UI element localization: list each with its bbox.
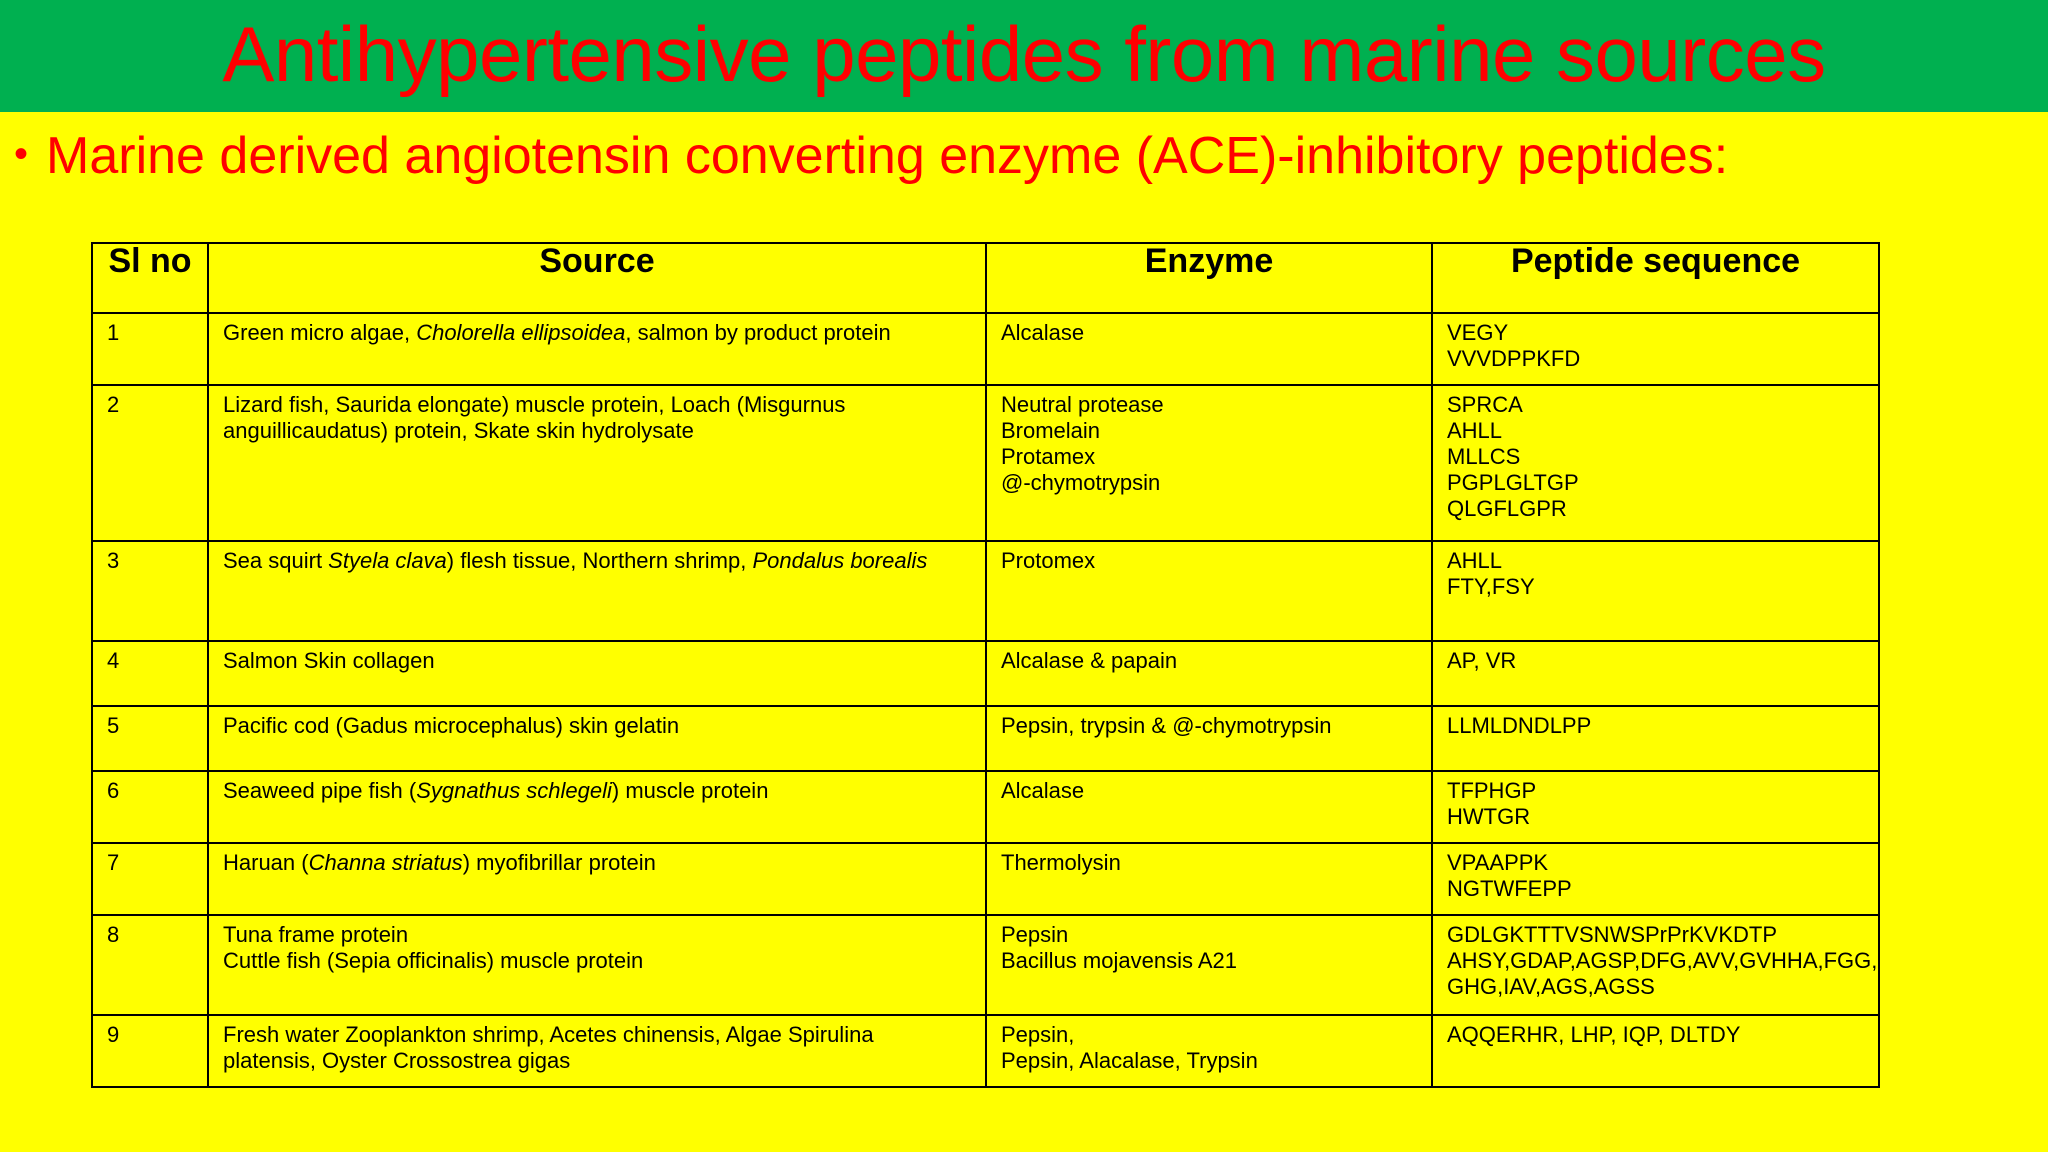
cell-enzyme bbox=[986, 706, 1432, 771]
cell-source bbox=[208, 706, 986, 771]
source-text: Salmon Skin collagen bbox=[223, 648, 435, 673]
table-row bbox=[92, 771, 1879, 843]
table-body bbox=[92, 313, 1879, 1087]
cell-source bbox=[208, 641, 986, 706]
cell-enzyme bbox=[986, 541, 1432, 641]
peptide-line: NGTWFEPP bbox=[1447, 876, 1572, 901]
cell-enzyme bbox=[986, 843, 1432, 915]
peptide-line: AHLL bbox=[1447, 418, 1503, 443]
enzyme-line: Bacillus mojavensis A21 bbox=[1001, 948, 1238, 973]
source-species-name: Styela clava bbox=[328, 548, 447, 573]
peptide-line: QLGFLGPR bbox=[1447, 496, 1567, 521]
cell-enzyme bbox=[986, 313, 1432, 385]
cell-sl-no: 9 bbox=[92, 1015, 208, 1087]
cell-peptide-sequence bbox=[1432, 541, 1879, 641]
peptide-line: FTY,FSY bbox=[1447, 574, 1535, 599]
peptide-table bbox=[91, 242, 1880, 1088]
source-text: ) flesh tissue, Northern shrimp, bbox=[446, 548, 753, 573]
source-text: Seaweed pipe fish ( bbox=[223, 778, 417, 803]
peptide-line: GHG,IAV,AGS,AGSS bbox=[1447, 974, 1655, 999]
cell-source bbox=[208, 915, 986, 1015]
table-row bbox=[92, 843, 1879, 915]
source-species-name: Sygnathus schlegeli bbox=[416, 778, 612, 803]
cell-enzyme bbox=[986, 915, 1432, 1015]
cell-peptide-sequence bbox=[1432, 706, 1879, 771]
enzyme-line: Pepsin bbox=[1001, 922, 1069, 947]
peptide-line: TFPHGP bbox=[1447, 778, 1537, 803]
table-row bbox=[92, 313, 1879, 385]
peptide-line: AQQERHR, LHP, IQP, DLTDY bbox=[1447, 1022, 1741, 1047]
source-line: Cuttle fish (Sepia officinalis) muscle protein bbox=[223, 948, 644, 973]
table-row bbox=[92, 385, 1879, 541]
cell-source bbox=[208, 771, 986, 843]
cell-source bbox=[208, 1015, 986, 1087]
source-text: Pacific cod (Gadus microcephalus) skin gelatin bbox=[223, 713, 680, 738]
cell-source bbox=[208, 843, 986, 915]
enzyme-line: @-chymotrypsin bbox=[1001, 470, 1161, 495]
cell-enzyme bbox=[986, 641, 1432, 706]
enzyme-line: Pepsin, Alacalase, Trypsin bbox=[1001, 1048, 1258, 1073]
enzyme-line: Neutral protease bbox=[1001, 392, 1164, 417]
enzyme-line: Alcalase bbox=[1001, 320, 1085, 345]
source-species-name: Cholorella ellipsoidea bbox=[416, 320, 626, 345]
cell-peptide-sequence bbox=[1432, 641, 1879, 706]
slide-title: Antihypertensive peptides from marine sources bbox=[222, 10, 1826, 98]
bullet-icon: • bbox=[14, 132, 29, 176]
header-sl-no: Sl no bbox=[92, 243, 208, 313]
cell-sl-no: 3 bbox=[92, 541, 208, 641]
source-line: Tuna frame protein bbox=[223, 922, 409, 947]
enzyme-line: Protamex bbox=[1001, 444, 1096, 469]
peptide-line: GDLGKTTTVSNWSPrPrKVKDTP bbox=[1447, 922, 1778, 947]
source-text: Haruan ( bbox=[223, 850, 309, 875]
cell-peptide-sequence bbox=[1432, 313, 1879, 385]
table-row bbox=[92, 1015, 1879, 1087]
peptide-line: LLMLDNDLPP bbox=[1447, 713, 1592, 738]
table-row bbox=[92, 706, 1879, 771]
cell-peptide-sequence bbox=[1432, 843, 1879, 915]
enzyme-line: Protomex bbox=[1001, 548, 1096, 573]
cell-source bbox=[208, 313, 986, 385]
cell-enzyme bbox=[986, 385, 1432, 541]
source-text: ) muscle protein bbox=[611, 778, 769, 803]
title-bar bbox=[0, 0, 2048, 112]
peptide-line: MLLCS bbox=[1447, 444, 1521, 469]
cell-peptide-sequence bbox=[1432, 915, 1879, 1015]
peptide-line: AP, VR bbox=[1447, 648, 1517, 673]
enzyme-line: Alcalase & papain bbox=[1001, 648, 1178, 673]
source-text: Sea squirt bbox=[223, 548, 329, 573]
cell-sl-no: 5 bbox=[92, 706, 208, 771]
cell-sl-no: 4 bbox=[92, 641, 208, 706]
cell-sl-no: 8 bbox=[92, 915, 208, 1015]
header-enzyme: Enzyme bbox=[986, 243, 1432, 313]
cell-source bbox=[208, 385, 986, 541]
peptide-line: VPAAPPK bbox=[1447, 850, 1549, 875]
source-species-name: Pondalus borealis bbox=[752, 548, 928, 573]
bullet-point bbox=[14, 118, 1728, 192]
source-text: Green micro algae, bbox=[223, 320, 417, 345]
header-source: Source bbox=[208, 243, 986, 313]
peptide-line: PGPLGLTGP bbox=[1447, 470, 1579, 495]
source-text: , salmon by product protein bbox=[625, 320, 891, 345]
enzyme-line: Pepsin, trypsin & @-chymotrypsin bbox=[1001, 713, 1332, 738]
peptide-line: VEGY bbox=[1447, 320, 1509, 345]
peptide-line: HWTGR bbox=[1447, 804, 1531, 829]
peptide-line: SPRCA bbox=[1447, 392, 1523, 417]
cell-peptide-sequence bbox=[1432, 1015, 1879, 1087]
cell-enzyme bbox=[986, 1015, 1432, 1087]
source-text: Fresh water Zooplankton shrimp, Acetes chinensis, Algae Spirulina platensis, Oyster Crossostrea gigas bbox=[223, 1022, 874, 1073]
cell-source bbox=[208, 541, 986, 641]
cell-peptide-sequence bbox=[1432, 771, 1879, 843]
enzyme-line: Thermolysin bbox=[1001, 850, 1121, 875]
header-peptide-sequence: Peptide sequence bbox=[1432, 243, 1879, 313]
enzyme-line: Bromelain bbox=[1001, 418, 1101, 443]
cell-sl-no: 7 bbox=[92, 843, 208, 915]
table-header-row bbox=[92, 243, 1879, 313]
peptide-line: VVVDPPKFD bbox=[1447, 346, 1581, 371]
cell-enzyme bbox=[986, 771, 1432, 843]
cell-peptide-sequence bbox=[1432, 385, 1879, 541]
cell-sl-no: 1 bbox=[92, 313, 208, 385]
enzyme-line: Alcalase bbox=[1001, 778, 1085, 803]
enzyme-line: Pepsin, bbox=[1001, 1022, 1075, 1047]
table-row bbox=[92, 641, 1879, 706]
bullet-text: Marine derived angiotensin converting enzyme (ACE)-inhibitory peptides: bbox=[46, 127, 1729, 185]
source-text: ) myofibrillar protein bbox=[462, 850, 656, 875]
peptide-line: AHSY,GDAP,AGSP,DFG,AVV,GVHHA,FGG, bbox=[1447, 948, 1878, 973]
cell-sl-no: 2 bbox=[92, 385, 208, 541]
cell-sl-no: 6 bbox=[92, 771, 208, 843]
source-text: Lizard fish, Saurida elongate) muscle protein, Loach (Misgurnus anguillicaudatus) protein, Skate skin hydrolysate bbox=[223, 392, 846, 443]
source-species-name: Channa striatus bbox=[308, 850, 463, 875]
table-row bbox=[92, 541, 1879, 641]
table-row bbox=[92, 915, 1879, 1015]
peptide-line: AHLL bbox=[1447, 548, 1503, 573]
